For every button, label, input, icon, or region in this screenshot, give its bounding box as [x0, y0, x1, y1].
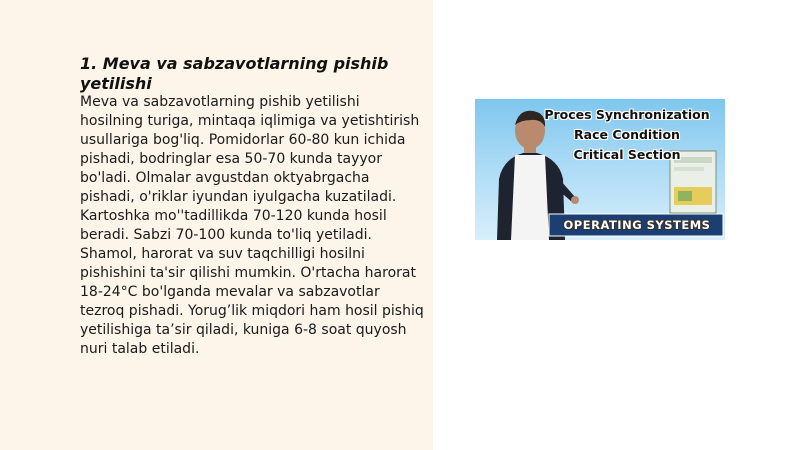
video-thumbnail [475, 99, 725, 240]
thumbnail-banner: OPERATING SYSTEMS [563, 218, 711, 232]
section-paragraph: Meva va sabzavotlarning pishib yetilishi hosilning turiga, mintaqa iqlimiga va yetishtirish usullariga bog'liq. Pomidorlar 60-80 kun ichida pishadi, bodringlar esa 50-70 kunda tayyor bo'ladi. Olmalar avgustdan oktyabrgacha pishadi, o'riklar iyundan iyulgacha kuzatiladi. Kartoshka mo''tadillikda 70-120 kunda hosil beradi. Sabzi 70-100 kunda to'liq yetiladi. Shamol, harorat va suv taqchilligi hosilni pishishini ta'sir qilishi mumkin. O'rtacha harorat 18-24°C bo'lganda mevalar va sabzavotlar tezroq pishadi. Yorug’lik miqdori ham hosil pishiq yetilishiga ta’sir qiladi, kuniga 6-8 soat quyosh nuri talab etiladi. [80, 94, 424, 357]
thumbnail-title-line: Race Condition [574, 127, 680, 142]
section-heading: 1. Meva va sabzavotlarning pishib yetilishi [80, 54, 389, 93]
thumbnail-title-line: Critical Section [573, 147, 681, 162]
thumbnail-title-line: Proces Synchronization [544, 107, 710, 122]
